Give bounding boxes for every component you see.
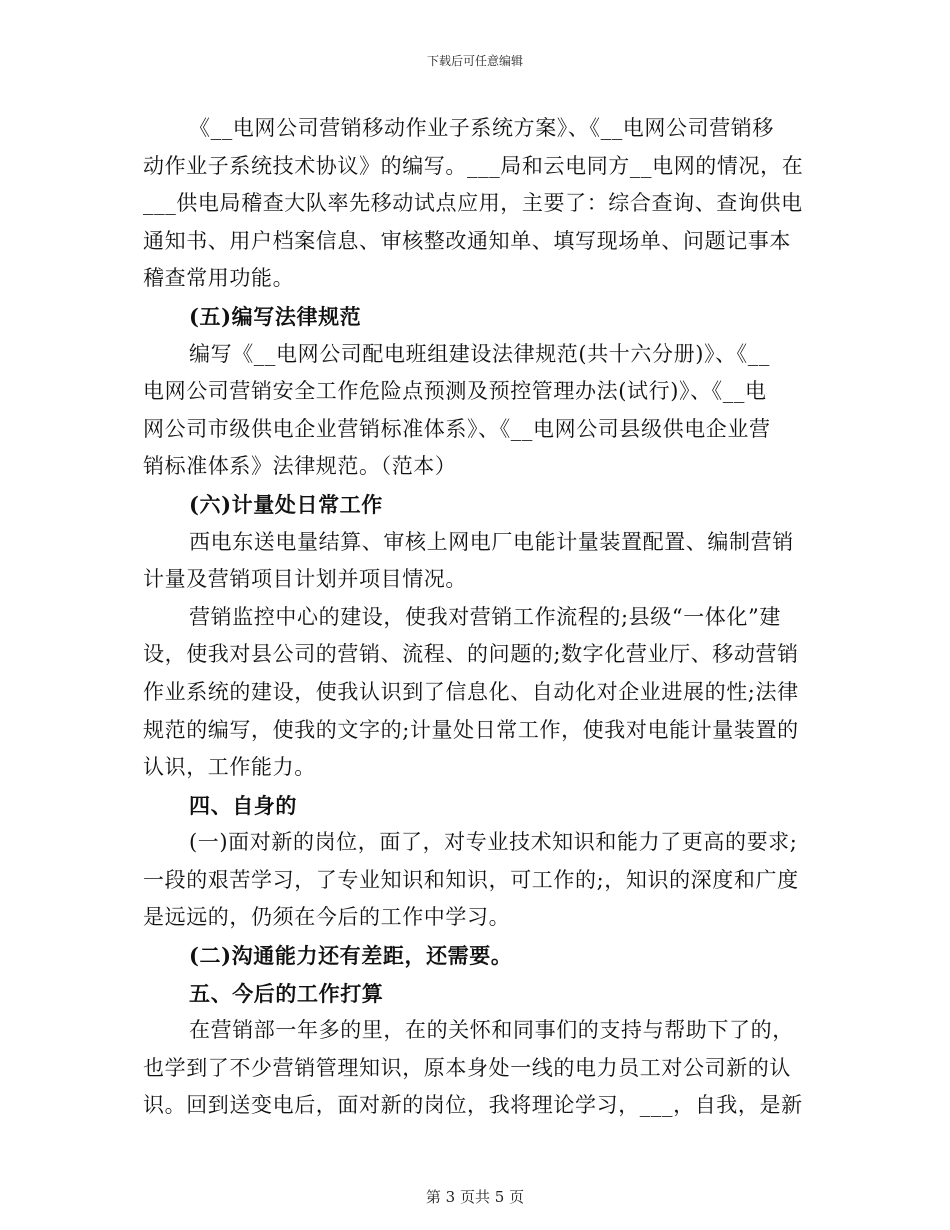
paragraph-line: 识。回到送变电后，面对新的岗位，我将理论学习，___，自我，是新 <box>143 1093 803 1118</box>
paragraph-line: 认识，工作能力。 <box>143 755 316 780</box>
section-heading: (五)编写法律规范 <box>189 303 362 329</box>
paragraph-line: 是远远的，仍须在今后的工作中学习。 <box>143 905 511 930</box>
paragraph-line: 作业系统的建设，使我认识到了信息化、自动化对企业进展的性;法律 <box>143 679 799 704</box>
paragraph-line: 动作业子系统技术协议》的编写。___局和云电同方__电网的情况，在 <box>143 153 804 178</box>
paragraph-line: 通知书、用户档案信息、审核整改通知单、填写现场单、问题记事本 <box>143 228 791 253</box>
section-heading: 五、今后的工作打算 <box>189 980 384 1006</box>
paragraph-line: 西电东送电量结算、审核上网电厂电能计量装置配置、编制营销 <box>189 529 794 554</box>
paragraph-line: 稽查常用功能。 <box>143 266 295 291</box>
paragraph-line: 设，使我对县公司的营销、流程、的问题的;数字化营业厅、移动营销 <box>143 642 799 667</box>
paragraph-line: ___供电局稽查大队率先移动试点应用，主要了：综合查询、查询供电 <box>143 191 803 216</box>
page-header: 下载后可任意编辑 <box>426 54 523 68</box>
page-footer: 第 3 页共 5 页 <box>425 1188 525 1206</box>
paragraph-line: (一)面对新的岗位，面了，对专业技术知识和能力了更高的要求; <box>189 830 798 855</box>
section-heading: (六)计量处日常工作 <box>189 491 383 517</box>
paragraph-line: 也学到了不少营销管理知识，原本身处一线的电力员工对公司新的认 <box>143 1055 791 1080</box>
document-body <box>143 110 807 1125</box>
section-heading: 四、自身的 <box>189 792 297 818</box>
paragraph-line: 在营销部一年多的里，在的关怀和同事们的支持与帮助下了的， <box>189 1018 794 1043</box>
paragraph-line: 规范的编写，使我的文字的;计量处日常工作，使我对电能计量装置的 <box>143 717 799 742</box>
paragraph-line: 一段的艰苦学习，了专业知识和知识，可工作的;，知识的深度和广度 <box>143 867 799 892</box>
paragraph-line: 编写《__电网公司配电班组建设法律规范(共十六分册)》、《__ <box>189 341 770 366</box>
paragraph-line: 《__电网公司营销移动作业子系统方案》、《__电网公司营销移 <box>189 116 774 140</box>
paragraph-line: 网公司市级供电企业营销标准体系》、《__电网公司县级供电企业营 <box>143 416 771 441</box>
paragraph-line: 计量及营销项目计划并项目情况。 <box>143 567 467 592</box>
section-heading: (二)沟通能力还有差距，还需要。 <box>189 943 513 969</box>
paragraph-line: 电网公司营销安全工作危险点预测及预控管理办法(试行)》、《__电 <box>143 379 767 404</box>
paragraph-line: 营销监控中心的建设，使我对营销工作流程的;县级“一体化”建 <box>189 604 781 629</box>
paragraph-line: 销标准体系》法律规范。（范本） <box>143 454 457 479</box>
